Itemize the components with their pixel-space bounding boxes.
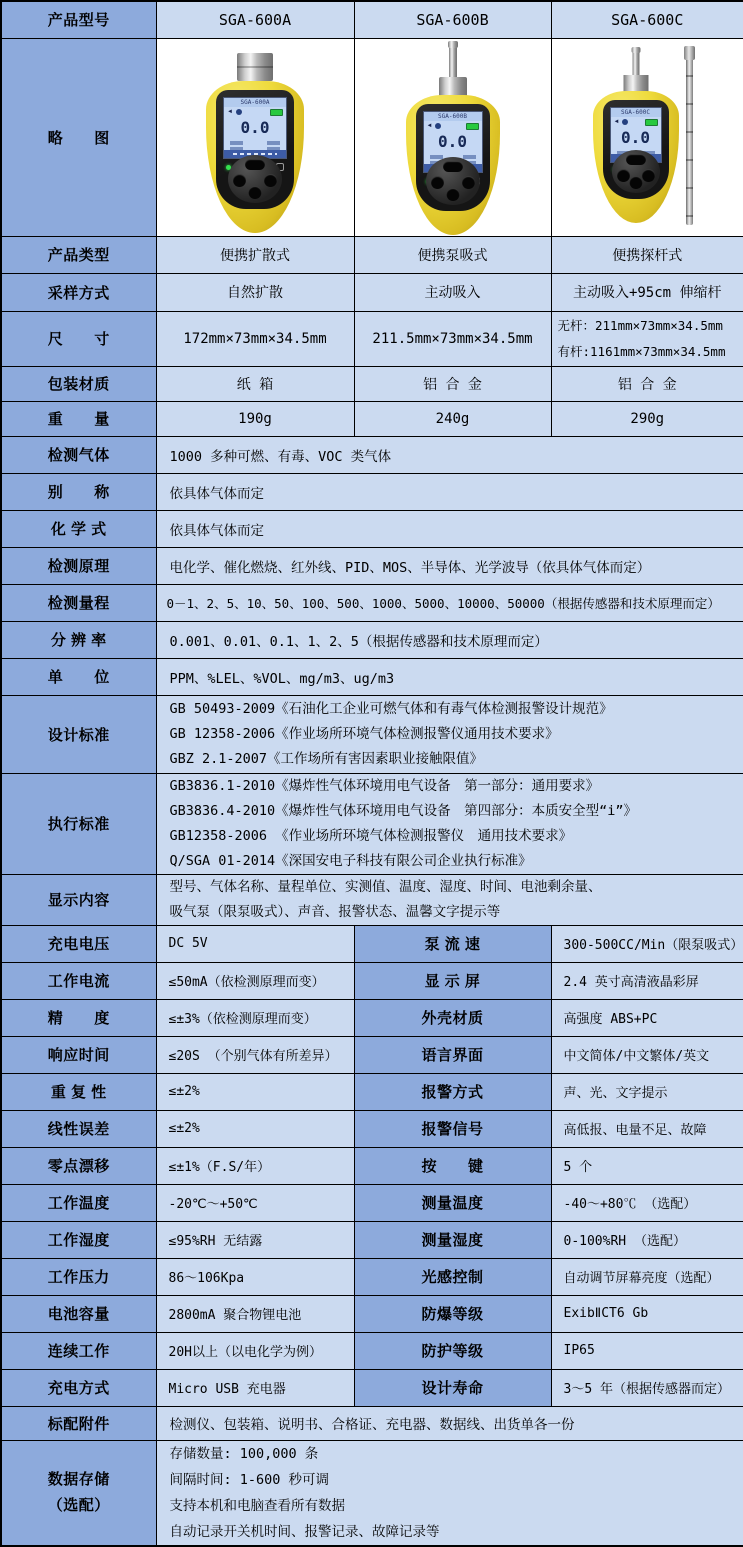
row-label: 设计寿命	[354, 1369, 551, 1406]
value-cell: 依具体气体而定	[156, 510, 743, 547]
row-label: 数据存储 （选配）	[1, 1440, 156, 1546]
row-label: 工作温度	[1, 1184, 156, 1221]
row-label: 防护等级	[354, 1332, 551, 1369]
battery-icon	[645, 119, 658, 126]
value-cell: 190g	[156, 401, 354, 436]
table-row	[1, 1073, 743, 1110]
keypad	[612, 150, 660, 193]
value-cell: ≤50mA（依检测原理而变）	[156, 962, 354, 999]
row-label: 测量温度	[354, 1184, 551, 1221]
fan-icon	[435, 123, 441, 129]
table-row	[1, 473, 743, 510]
model-name-b: SGA-600B	[354, 1, 551, 38]
table-row	[1, 1332, 743, 1369]
table-row	[1, 401, 743, 436]
device-shell	[406, 95, 500, 235]
row-label: 报警信号	[354, 1110, 551, 1147]
device-shell	[593, 91, 679, 223]
row-label: 工作压力	[1, 1258, 156, 1295]
value-cell: ExibⅡCT6 Gb	[551, 1295, 743, 1332]
model-name-c: SGA-600C	[551, 1, 743, 38]
row-label: 电池容量	[1, 1295, 156, 1332]
value-cell: PPM、%LEL、%VOL、mg/m3、ug/m3	[156, 658, 743, 695]
sketch-row	[1, 38, 743, 236]
table-row	[1, 311, 743, 366]
speaker-icon: ◄	[613, 119, 620, 125]
value-cell: 便携泵吸式	[354, 236, 551, 273]
table-row	[1, 999, 743, 1036]
value-cell: 1000 多种可燃、有毒、VOC 类气体	[156, 436, 743, 473]
header-label: 产品型号	[1, 1, 156, 38]
screen-model-text: SGA-600C	[611, 108, 661, 117]
row-label: 线性误差	[1, 1110, 156, 1147]
value-cell: 20H以上（以电化学为例）	[156, 1332, 354, 1369]
screen-text-placeholder	[224, 141, 286, 145]
sensor-cap	[439, 77, 467, 97]
row-label: 响应时间	[1, 1036, 156, 1073]
row-label: 泵 流 速	[354, 925, 551, 962]
value-cell: ≤±2%	[156, 1110, 354, 1147]
row-label: 精 度	[1, 999, 156, 1036]
speaker-icon: ◄	[426, 123, 433, 129]
row-label: 光感控制	[354, 1258, 551, 1295]
product-image-cell-b	[354, 38, 551, 236]
value-cell: 240g	[354, 401, 551, 436]
value-cell: 型号、气体名称、量程单位、实测值、温度、湿度、时间、电池剩余量、 吸气泵（限泵吸式）、声音、报警状态、温馨文字提示等	[156, 874, 743, 925]
telescopic-rod	[686, 49, 693, 225]
table-row	[1, 1110, 743, 1147]
menu-button-icon	[245, 159, 265, 170]
keypad	[426, 157, 480, 205]
left-button-icon	[233, 174, 246, 187]
value-cell: 电化学、催化燃烧、红外线、PID、MOS、半导体、光学波导（依具体气体而定）	[156, 547, 743, 584]
table-row	[1, 273, 743, 311]
value-cell: 便携扩散式	[156, 236, 354, 273]
value-cell: 中文简体/中文繁体/英文	[551, 1036, 743, 1073]
screen-reading: 0.0	[621, 128, 650, 147]
value-cell: 2.4 英寸高清液晶彩屏	[551, 962, 743, 999]
screen-reading: 0.0	[438, 132, 467, 151]
table-row	[1, 1369, 743, 1406]
device-illustration-sga-600a	[180, 41, 330, 235]
table-row	[1, 874, 743, 925]
value-cell: -20℃～+50℃	[156, 1184, 354, 1221]
table-row	[1, 658, 743, 695]
table-row	[1, 1221, 743, 1258]
table-row	[1, 695, 743, 773]
row-label: 检测原理	[1, 547, 156, 584]
value-cell: 2800mA 聚合物锂电池	[156, 1295, 354, 1332]
value-cell: IP65	[551, 1332, 743, 1369]
header-row	[1, 1, 743, 38]
table-row	[1, 510, 743, 547]
row-label: 重 量	[1, 401, 156, 436]
value-cell: 主动吸入+95cm 伸缩杆	[551, 273, 743, 311]
screen-reading: 0.0	[240, 118, 270, 137]
right-button-icon	[642, 169, 655, 182]
value-cell: DC 5V	[156, 925, 354, 962]
row-label: 采样方式	[1, 273, 156, 311]
screen-status-row	[611, 117, 661, 127]
device-shell	[206, 81, 304, 233]
row-label: 化 学 式	[1, 510, 156, 547]
row-label: 零点漂移	[1, 1147, 156, 1184]
row-label: 显示内容	[1, 874, 156, 925]
row-label: 产品类型	[1, 236, 156, 273]
table-row	[1, 962, 743, 999]
row-label: 重 复 性	[1, 1073, 156, 1110]
fan-icon	[236, 109, 242, 115]
row-label: 防爆等级	[354, 1295, 551, 1332]
value-cell: 自然扩散	[156, 273, 354, 311]
battery-icon	[466, 123, 479, 130]
row-label: 语言界面	[354, 1036, 551, 1073]
row-label: 别 称	[1, 473, 156, 510]
value-cell: 172mm×73mm×34.5mm	[156, 311, 354, 366]
row-label: 显 示 屏	[354, 962, 551, 999]
screen-model-text: SGA-600B	[424, 112, 482, 121]
value-cell: 检测仪、包装箱、说明书、合格证、充电器、数据线、出货单各一份	[156, 1406, 743, 1440]
row-label: 外壳材质	[354, 999, 551, 1036]
row-label: 检测气体	[1, 436, 156, 473]
value-cell: 高强度 ABS+PC	[551, 999, 743, 1036]
speaker-icon: ◄	[227, 109, 233, 115]
enter-button-icon	[446, 188, 459, 201]
table-row	[1, 1258, 743, 1295]
row-label: 检测量程	[1, 584, 156, 621]
table-row	[1, 236, 743, 273]
value-cell: 86～106Kpa	[156, 1258, 354, 1295]
row-label: 报警方式	[354, 1073, 551, 1110]
right-button-icon	[462, 176, 475, 189]
table-row	[1, 1147, 743, 1184]
row-label: 测量湿度	[354, 1221, 551, 1258]
value-cell: 自动调节屏幕亮度（选配）	[551, 1258, 743, 1295]
sensor-cap	[623, 75, 648, 92]
fan-icon	[622, 119, 628, 125]
row-label: 工作湿度	[1, 1221, 156, 1258]
row-label: 充电方式	[1, 1369, 156, 1406]
row-label: 执行标准	[1, 773, 156, 874]
value-cell: 存储数量: 100,000 条 间隔时间: 1-600 秒可调 支持本机和电脑查看所有数据 自动记录开关机时间、报警记录、故障记录等	[156, 1440, 743, 1546]
sketch-label: 略 图	[1, 38, 156, 236]
value-cell: ≤±2%	[156, 1073, 354, 1110]
value-cell: ≤20S （个别气体有所差异）	[156, 1036, 354, 1073]
value-cell: ≤95%RH 无结露	[156, 1221, 354, 1258]
value-cell: -40～+80℃ （选配）	[551, 1184, 743, 1221]
table-row	[1, 1440, 743, 1546]
value-cell: 211.5mm×73mm×34.5mm	[354, 311, 551, 366]
table-row	[1, 366, 743, 401]
table-row	[1, 773, 743, 874]
row-label: 包装材质	[1, 366, 156, 401]
menu-button-icon	[626, 154, 646, 165]
value-cell: ≤±3%（依检测原理而变）	[156, 999, 354, 1036]
enter-button-icon	[629, 176, 642, 189]
value-cell: 0-100%RH （选配）	[551, 1221, 743, 1258]
row-label: 尺 寸	[1, 311, 156, 366]
table-row	[1, 436, 743, 473]
value-cell: GB 50493-2009《石油化工企业可燃气体和有毒气体检测报警设计规范》 GB 12358-2006《作业场所环境气体检测报警仪通用技术要求》 GBZ 2.1-2007《工作场所有害因素职业接触限值》	[156, 695, 743, 773]
value-cell: 便携探杆式	[551, 236, 743, 273]
pump-probe	[449, 41, 457, 79]
value-cell: 铝 合 金	[551, 366, 743, 401]
model-name-a: SGA-600A	[156, 1, 354, 38]
table-row	[1, 584, 743, 621]
table-row	[1, 925, 743, 962]
value-cell: 依具体气体而定	[156, 473, 743, 510]
right-button-icon	[264, 174, 277, 187]
device-face	[603, 100, 669, 199]
device-face	[216, 90, 294, 209]
table-row	[1, 1406, 743, 1440]
value-cell: 铝 合 金	[354, 366, 551, 401]
table-row	[1, 621, 743, 658]
row-label: 充电电压	[1, 925, 156, 962]
row-label: 标配附件	[1, 1406, 156, 1440]
value-cell: 5 个	[551, 1147, 743, 1184]
screen-model-text: SGA-600A	[224, 98, 286, 107]
value-cell: 高低报、电量不足、故障	[551, 1110, 743, 1147]
value-cell: ≤±1%（F.S/年）	[156, 1147, 354, 1184]
value-cell: 声、光、文字提示	[551, 1073, 743, 1110]
row-label: 按 键	[354, 1147, 551, 1184]
row-label: 连续工作	[1, 1332, 156, 1369]
table-row	[1, 1295, 743, 1332]
row-label: 分 辨 率	[1, 621, 156, 658]
battery-icon	[270, 109, 283, 116]
device-screen	[223, 97, 287, 159]
row-label: 设计标准	[1, 695, 156, 773]
value-cell: 300-500CC/Min（限泵吸式）	[551, 925, 743, 962]
screen-status-row	[424, 121, 482, 131]
value-cell: 无杆：211mm×73mm×34.5mm 有杆:1161mm×73mm×34.5mm	[551, 311, 743, 366]
value-cell: 290g	[551, 401, 743, 436]
value-cell: 3～5 年（根据传感器而定）	[551, 1369, 743, 1406]
value-cell: 主动吸入	[354, 273, 551, 311]
left-button-icon	[431, 176, 444, 189]
row-label: 工作电流	[1, 962, 156, 999]
value-cell: Micro USB 充电器	[156, 1369, 354, 1406]
device-face	[416, 104, 490, 211]
menu-button-icon	[443, 161, 463, 172]
table-row	[1, 1184, 743, 1221]
product-image-cell-c	[551, 38, 743, 236]
product-image-cell-a	[156, 38, 354, 236]
table-row	[1, 1036, 743, 1073]
value-cell: 0.001、0.01、0.1、1、2、5（根据传感器和技术原理而定）	[156, 621, 743, 658]
table-row	[1, 547, 743, 584]
sensor-cap	[237, 53, 273, 81]
value-cell: 0－1、2、5、10、50、100、500、1000、5000、10000、50000（根据传感器和技术原理而定）	[156, 584, 743, 621]
value-cell: GB3836.1-2010《爆炸性气体环境用电气设备 第一部分：通用要求》 GB3836.4-2010《爆炸性气体环境用电气设备 第四部分：本质安全型“i”》 GB12358-2006 《作业场所环境气体检测报警仪 通用技术要求》 Q/SGA 01-2014《深国安电子科技有限公司企业执行标准》	[156, 773, 743, 874]
row-label: 单 位	[1, 658, 156, 695]
screen-status-row	[224, 107, 286, 117]
enter-button-icon	[249, 186, 262, 199]
value-cell: 纸 箱	[156, 366, 354, 401]
left-button-icon	[617, 169, 630, 182]
pump-probe	[632, 47, 639, 77]
device-illustration-sga-600b	[378, 41, 528, 235]
keypad	[228, 155, 282, 203]
